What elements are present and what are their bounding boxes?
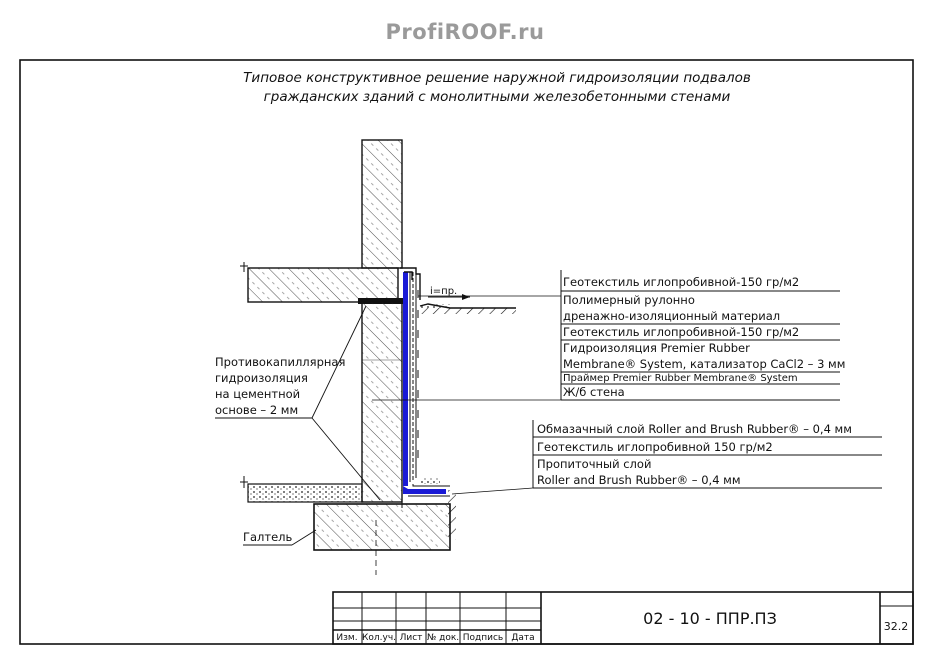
anticapillary-line4: основе – 2 мм xyxy=(215,403,299,417)
drawing-title-line2: гражданских зданий с монолитными железобетонными стенами xyxy=(263,89,731,105)
upper-callout-item-4: Гидроизоляция Premier Rubber xyxy=(563,341,750,355)
tb-header-doc: № док. xyxy=(426,633,460,643)
sheet-number: 32.2 xyxy=(883,620,909,633)
tb-header-sign: Подпись xyxy=(462,633,504,643)
fillet-callout xyxy=(243,530,316,545)
anticapillary-line1: Противокапиллярная xyxy=(215,355,346,369)
upper-callout-item-2: дренажно-изоляционный материал xyxy=(563,309,781,323)
tb-header-date: Дата xyxy=(511,633,535,643)
lower-callout-item-1: Геотекстиль иглопробивной 150 гр/м2 xyxy=(537,440,773,454)
drawing-title-line1: Типовое конструктивное решение наружной гидроизоляции подвалов xyxy=(243,70,751,86)
upper-callout-item-6: Праймер Premier Rubber Membrane® System xyxy=(563,373,798,384)
upper-callout-item-7: Ж/б стена xyxy=(563,385,625,399)
anticapillary-line3: на цементной xyxy=(215,387,301,401)
basement-wall xyxy=(362,302,402,502)
sheet-frame xyxy=(20,60,913,644)
basement-floor-slab xyxy=(240,476,362,502)
upper-callout-item-5: Membrane® System, катализатор CaCl2 – 3 мм xyxy=(563,357,846,371)
foundation-footing xyxy=(314,504,450,550)
slope-indicator xyxy=(428,286,470,300)
lower-callout-item-3: Roller and Brush Rubber® – 0,4 мм xyxy=(537,473,741,487)
upper-callout-item-0: Геотекстиль иглопробивной-150 гр/м2 xyxy=(563,275,800,289)
watermark-text: ProfiROOF.ru xyxy=(385,20,545,44)
lower-callout-item-0: Обмазачный слой Roller and Brush Rubber® – 0,4 мм xyxy=(537,422,852,436)
ground-surface xyxy=(420,304,516,314)
tb-header-kolvo: Кол.уч. xyxy=(361,633,397,643)
lower-callout-item-2: Пропиточный слой xyxy=(537,457,652,471)
upper-callout-item-3: Геотекстиль иглопробивной-150 гр/м2 xyxy=(563,325,800,339)
lower-layers-callout xyxy=(452,420,882,494)
slope-label: i=пр. xyxy=(430,286,458,297)
tb-header-list: Лист xyxy=(399,633,423,643)
upper-callout-item-1: Полимерный рулонно xyxy=(563,293,695,307)
document-code: 02 - 10 - ППР.ПЗ xyxy=(643,609,777,628)
wall-above-ground xyxy=(362,140,402,268)
anticapillary-line2: гидроизоляция xyxy=(215,371,308,385)
tb-header-izm: Изм. xyxy=(336,633,358,643)
anticapillary-callout xyxy=(215,306,380,500)
fillet-label: Галтель xyxy=(243,530,293,544)
